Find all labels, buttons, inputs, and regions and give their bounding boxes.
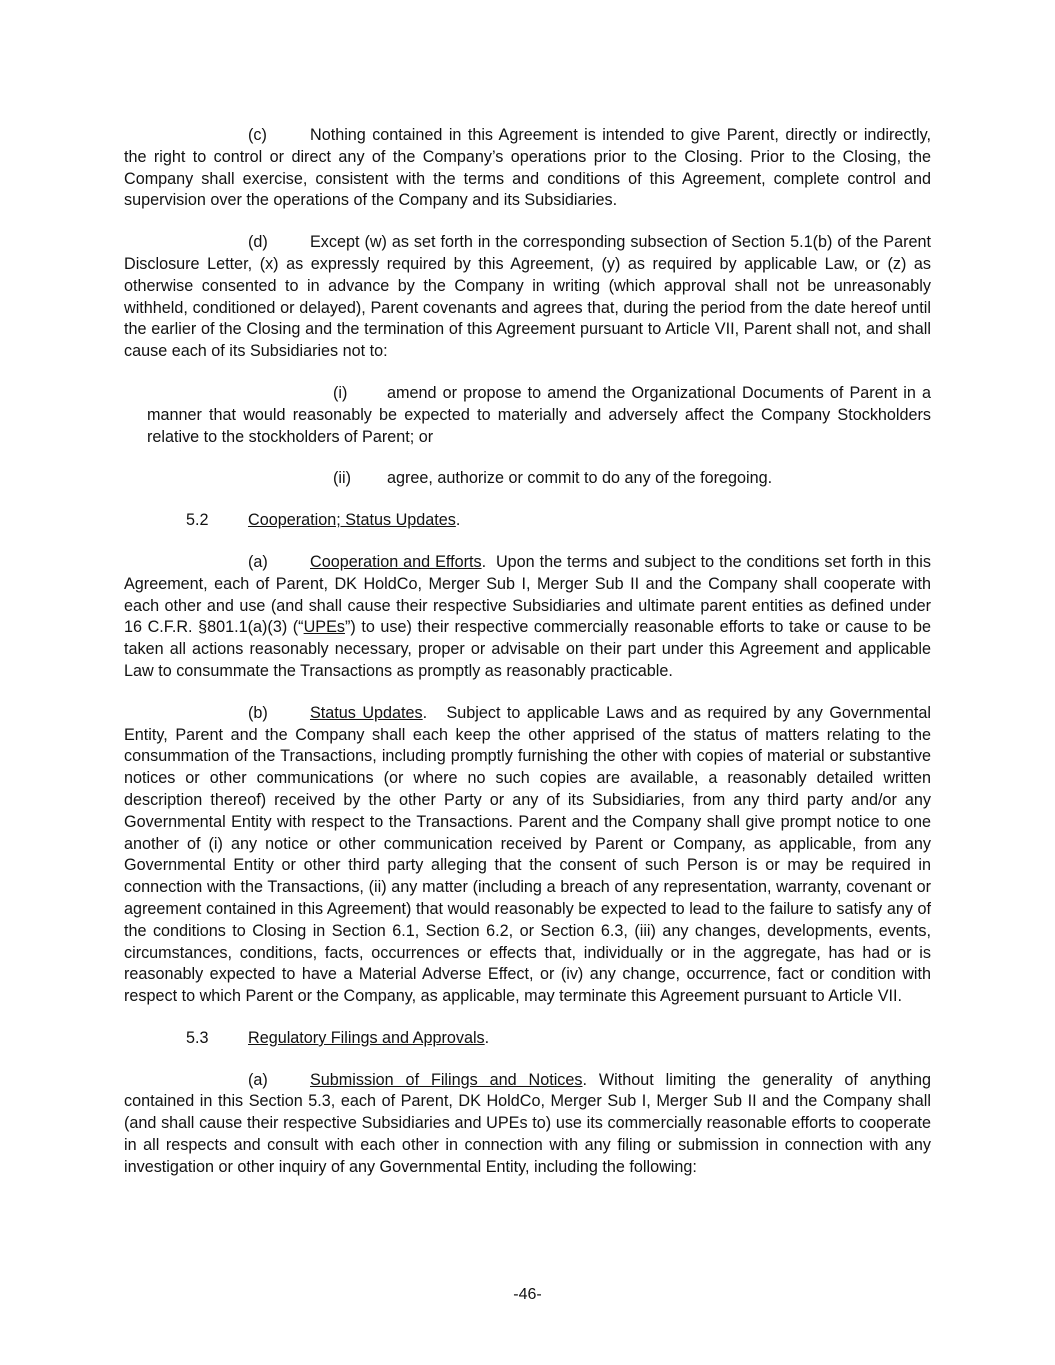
subparagraph-d-i-text: amend or propose to amend the Organizational Documents of Parent in a manner that would reasonably be expected to materially and adversely affect the Company Stockholders relative to the stockholders of Parent; or	[147, 383, 931, 446]
paragraph-d-text: Except (w) as set forth in the corresponding subsection of Section 5.1(b) of the Parent Disclosure Letter, (x) as expressly required by this Agreement, (y) as required by applicable Law, or (z) as otherwise consented to in advance by the Company in writing (which approval shall not be unreasonably withheld, conditioned or delayed), Parent covenants and agrees that, during the period from the date hereof until the earlier of the Closing and the termination of this Agreement pursuant to Article VII, Parent shall not, and shall cause each of its Subsidiaries not to:	[124, 233, 931, 361]
paragraph-c	[124, 125, 931, 212]
section-5-2-b-heading: Status Updates	[310, 703, 423, 722]
section-5-2-number: 5.2	[186, 511, 209, 530]
section-5-2-a: (a) Cooperation and Efforts. Upon the terms and subject to the conditions set forth in this Agreement, each of Parent, DK HoldCo, Merger Sub I, Merger Sub II and the Company shall cooperate with each other and use (and shall cause their respective Subsidiaries and ultimate parent entities as defined under 16 C.F.R. §801.1(a)(3) (“UPEs”) to use) their respective commercially reasonable efforts to take or cause to be taken all actions reasonably necessary, proper or advisable on their part under this Agreement and applicable Law to consummate the Transactions as promptly as reasonably practicable.	[124, 552, 931, 680]
subparagraph-d-i-label: (i)	[333, 383, 348, 402]
section-5-2-heading: 5.2 Cooperation; Status Updates.	[124, 510, 931, 532]
section-5-2-b: (b) Status Updates. Subject to applicable Laws and as required by any Governmental Entity, Parent and the Company shall each keep the other apprised of the status of matters relating to the consummation of the Transactions, including promptly furnishing the other with copies of material or substantive notices or other communications (or where no such copies are available, a reasonably detailed written description thereof) received by the other Party or any of its Subsidiaries, from any third party and/or any Governmental Entity with respect to the Transactions. Parent and the Company shall give prompt notice to one another of (i) any notice or other communication received by Parent or Company, as applicable, from any Governmental Entity or other third party alleging that the consent of such Person is or may be required in connection with the Transactions, (ii) any matter (including a breach of any representation, warranty, covenant or agreement contained in this Agreement) that would reasonably be expected to lead to the failure to satisfy any of the conditions to Closing in Section 6.1, Section 6.2, or Section 6.3, (iii) any changes, developments, events, circumstances, conditions, facts, occurrences or effects that, individually or in the aggregate, has had or is reasonably expected to have a Material Adverse Effect, or (iv) any change, occurrence, fact or condition with respect to which Parent or the Company, as applicable, may terminate this Agreement pursuant to Article VII.	[124, 703, 931, 1006]
section-5-3-a-text: Without limiting the generality of anything contained in this Section 5.3, each of Parent, DK HoldCo, Merger Sub I, Merger Sub II and the Company shall (and shall cause their respective Subsidiaries and UPEs to) use its commercially reasonable efforts to cooperate in all respects and consult with each other in connection with any filing or submission in connection with any investigation or other inquiry of any Governmental Entity, including the following:	[124, 1070, 931, 1176]
section-5-3-number: 5.3	[186, 1028, 209, 1047]
section-5-2-title: Cooperation; Status Updates	[248, 511, 456, 530]
section-5-2-a-text-before: Upon the terms and subject to the conditions set forth in this Agreement, each of Parent, DK HoldCo, Merger Sub I, Merger Sub II and the Company shall cooperate with each other and use (and shall cause their respective Subsidiaries and ultimate parent entities as defined under 16 C.F.R. §801.1(a)(3) (“	[124, 552, 931, 637]
section-5-3-heading: 5.3 Regulatory Filings and Approvals.	[124, 1028, 931, 1050]
section-5-3-a-heading: Submission of Filings and Notices	[310, 1070, 583, 1089]
document-page	[124, 125, 931, 1179]
defined-term-upes: UPEs	[303, 618, 345, 637]
paragraph-c-label: (c)	[248, 126, 267, 144]
section-5-3-title: Regulatory Filings and Approvals	[248, 1028, 485, 1047]
subparagraph-d-i	[147, 383, 931, 448]
subparagraph-d-ii	[147, 468, 931, 490]
subparagraph-d-ii-text: agree, authorize or commit to do any of the foregoing.	[387, 469, 773, 488]
section-5-2-b-label: (b)	[248, 703, 268, 722]
section-5-3-a: (a) Submission of Filings and Notices. Without limiting the generality of anything contained in this Section 5.3, each of Parent, DK HoldCo, Merger Sub I, Merger Sub II and the Company shall (and shall cause their respective Subsidiaries and UPEs to) use its commercially reasonable efforts to cooperate in all respects and consult with each other in connection with any filing or submission in connection with any investigation or other inquiry of any Governmental Entity, including the following:	[124, 1070, 931, 1176]
section-5-2-a-heading: Cooperation and Efforts	[310, 552, 482, 571]
paragraph-d-label: (d)	[248, 233, 268, 252]
section-5-3-a-label: (a)	[248, 1070, 268, 1089]
section-5-2-a-label: (a)	[248, 552, 268, 571]
section-5-2-a-text-after: ”) to use) their respective commercially reasonable efforts to take or cause to be taken all actions reasonably necessary, proper or advisable on their part under this Agreement and applicable Law to consummate the Transactions as promptly as reasonably practicable.	[124, 618, 931, 680]
page-number: -46-	[513, 1286, 542, 1303]
paragraph-d	[124, 232, 931, 363]
subparagraph-d-ii-label: (ii)	[333, 469, 351, 488]
paragraph-c-text: Nothing contained in this Agreement is intended to give Parent, directly or indirectly, the right to control or direct any of the Company’s operations prior to the Closing. Prior to the Closing, the Company shall exercise, consistent with the terms and conditions of this Agreement, complete control and supervision over the operations of the Company and its Subsidiaries.	[124, 126, 931, 210]
section-5-2-b-text: Subject to applicable Laws and as required by any Governmental Entity, Parent and the Company shall each keep the other apprised of the status of matters relating to the consummation of the Transactions, including promptly furnishing the other with copies of material or substantive notices or other communications (or where no such copies are available, a reasonably detailed written description thereof) received by the other Party or any of its Subsidiaries, from any third party and/or any Governmental Entity with respect to the Transactions. Parent and the Company shall give prompt notice to one another of (i) any notice or other communication received by Parent or Company, as applicable, from any Governmental Entity or other third party alleging that the consent of such Person is or may be required in connection with the Transactions, (ii) any matter (including a breach of any representation, warranty, covenant or agreement contained in this Agreement) that would reasonably be expected to lead to the failure to satisfy any of the conditions to Closing in Section 6.1, Section 6.2, or Section 6.3, (iii) any changes, developments, events, circumstances, conditions, facts, occurrences or effects that, individually or in the aggregate, has had or is reasonably expected to have a Material Adverse Effect, or (iv) any change, occurrence, fact or condition with respect to which Parent or the Company, as applicable, may terminate this Agreement pursuant to Article VII.	[124, 703, 931, 1006]
